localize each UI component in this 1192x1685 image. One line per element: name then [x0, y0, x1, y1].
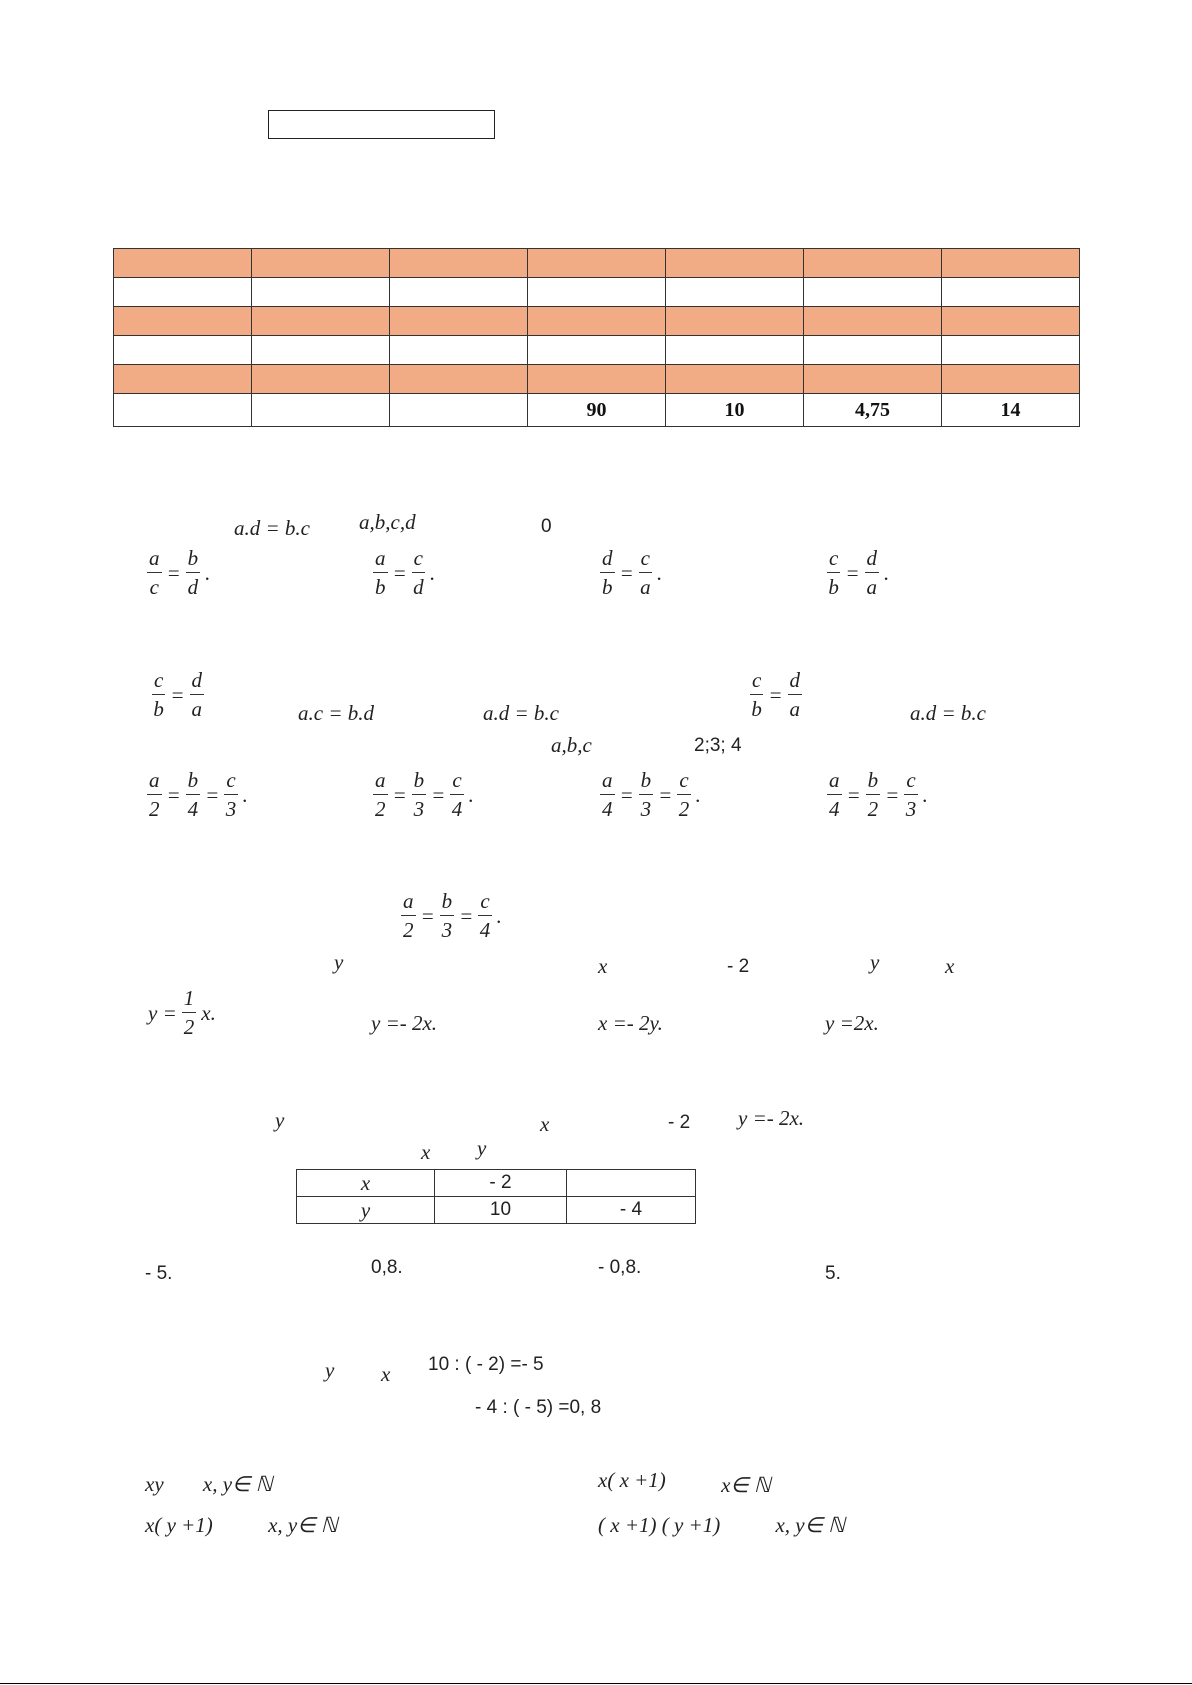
table-cell — [942, 278, 1080, 307]
q4-coefficient: - 2 — [668, 1112, 691, 1133]
frac-den: b — [828, 575, 839, 599]
frac-den: 2 — [375, 797, 386, 821]
frac-den: 4 — [829, 797, 840, 821]
q3-var-y-2: y — [870, 950, 880, 974]
frac-den: 2 — [183, 1015, 195, 1039]
table-cell — [528, 278, 666, 307]
q1-solution-eq3: a.d = b.c — [910, 701, 986, 725]
page-bottom-border — [0, 1683, 1192, 1684]
score-table — [113, 248, 1080, 427]
q1-option-a[interactable]: $\frac{a}{c}$ = $\frac{b}{d}$ . — [149, 546, 211, 599]
frac-den: 2 — [678, 797, 690, 821]
q5-option-c[interactable] — [145, 1513, 338, 1538]
q2-stem-vars: a,b,c — [551, 733, 592, 757]
table-cell: y — [297, 1197, 435, 1224]
table-cell — [114, 249, 252, 278]
table-row — [114, 307, 1080, 336]
q5-option-a[interactable] — [145, 1472, 272, 1497]
q3-var-y: y — [334, 950, 344, 974]
xy-table — [296, 1169, 696, 1224]
frac-num: 1 — [182, 988, 197, 1013]
table-cell — [942, 249, 1080, 278]
q1-stem-zero: 0 — [541, 516, 552, 537]
frac-den: 2 — [867, 797, 879, 821]
table-cell — [252, 394, 390, 427]
frac-num: c — [412, 548, 425, 573]
q3-option-b[interactable]: y =- 2x. — [371, 1011, 438, 1035]
frac-den: 4 — [451, 797, 463, 821]
frac-num: a — [373, 548, 388, 573]
q4-var-x-2: x — [421, 1140, 431, 1164]
q2-answer: $\frac{a}{2}$ = $\frac{b}{3}$ = $\frac{c}{4}$ . — [403, 889, 502, 942]
frac-den: 3 — [413, 797, 425, 821]
table-cell — [390, 336, 528, 365]
q4-option-b[interactable]: 0,8. — [371, 1257, 403, 1278]
answer-box[interactable] — [268, 110, 495, 139]
frac-den: 2 — [403, 918, 414, 942]
frac-den: 4 — [479, 918, 491, 942]
frac-den: b — [153, 697, 164, 721]
frac-num: c — [152, 670, 165, 695]
table-row — [114, 249, 1080, 278]
q5-option-b-condition: x∈ ℕ — [721, 1473, 771, 1497]
q1-stem-equation: a.d = b.c — [234, 516, 310, 540]
score-cell: 10 — [666, 394, 804, 427]
table-row — [114, 394, 1080, 427]
q4-solution-calc-1: 10 : ( - 2) =- 5 — [428, 1354, 544, 1375]
frac-den: d — [187, 575, 199, 599]
q1-option-b[interactable]: $\frac{a}{b}$ = $\frac{c}{d}$ . — [375, 546, 436, 599]
table-cell — [114, 394, 252, 427]
q2-option-d[interactable]: $\frac{a}{4}$ = $\frac{b}{2}$ = $\frac{c}{3}$ . — [829, 768, 928, 821]
frac-den: 3 — [640, 797, 652, 821]
q2-option-b[interactable]: $\frac{a}{2}$ = $\frac{b}{3}$ = $\frac{c}{4}$ . — [375, 768, 474, 821]
frac-den: b — [375, 575, 386, 599]
q1-stem-vars: a,b,c,d — [359, 510, 416, 534]
q4-option-d[interactable]: 5. — [825, 1263, 841, 1284]
table-cell: - 2 — [435, 1170, 567, 1197]
table-cell — [114, 307, 252, 336]
q1-solution-eq2: a.d = b.c — [483, 701, 559, 725]
q5-option-d-condition: x, y∈ ℕ — [775, 1513, 845, 1537]
q5-option-d[interactable] — [598, 1513, 845, 1538]
table-cell — [252, 278, 390, 307]
table-cell — [114, 336, 252, 365]
table-cell — [252, 249, 390, 278]
q4-var-y: y — [275, 1108, 285, 1132]
table-cell — [528, 307, 666, 336]
q5-option-a-expr: xy — [145, 1472, 164, 1496]
frac-den: 3 — [225, 797, 237, 821]
table-row — [114, 365, 1080, 394]
table-cell — [567, 1170, 696, 1197]
q3-option-a[interactable] — [145, 988, 219, 1038]
frac-num: d — [788, 670, 803, 695]
q5-option-c-condition: x, y∈ ℕ — [268, 1513, 338, 1537]
q2-option-a[interactable]: $\frac{a}{2}$ = $\frac{b}{4}$ = $\frac{c}{3}$ . — [149, 768, 248, 821]
table-cell: - 4 — [567, 1197, 696, 1224]
q1-solution-eq1: a.c = b.d — [298, 701, 374, 725]
q3-option-a-rhs: x. — [201, 1000, 216, 1025]
frac-num: d — [190, 670, 205, 695]
q4-solution-calc-2: - 4 : ( - 5) =0, 8 — [475, 1397, 602, 1418]
table-cell — [804, 278, 942, 307]
score-cell: 90 — [528, 394, 666, 427]
frac-num: c — [639, 548, 652, 573]
q1-solution-fraction-2: $\frac{c}{b}$ = $\frac{d}{a}$ — [751, 668, 800, 721]
table-cell — [528, 365, 666, 394]
q4-solution-var-x: x — [381, 1362, 391, 1386]
table-row — [114, 336, 1080, 365]
frac-den: a — [640, 575, 651, 599]
q3-var-x-2: x — [945, 954, 955, 978]
table-cell — [804, 336, 942, 365]
q1-option-c[interactable]: $\frac{d}{b}$ = $\frac{c}{a}$ . — [602, 546, 663, 599]
table-cell — [252, 336, 390, 365]
frac-den: a — [789, 697, 800, 721]
frac-den: 3 — [441, 918, 453, 942]
table-cell — [666, 249, 804, 278]
frac-den: a — [866, 575, 877, 599]
frac-den: d — [413, 575, 424, 599]
q5-option-c-expr: x( y +1) — [145, 1513, 213, 1537]
frac-num: d — [600, 548, 615, 573]
table-cell: 10 — [435, 1197, 567, 1224]
table-cell — [666, 307, 804, 336]
table-cell — [804, 249, 942, 278]
table-cell — [390, 365, 528, 394]
table-cell — [942, 365, 1080, 394]
table-cell — [528, 336, 666, 365]
table-cell — [114, 365, 252, 394]
frac-den: a — [191, 697, 202, 721]
q4-option-a[interactable]: - 5. — [145, 1263, 173, 1284]
q1-solution-fraction: $\frac{c}{b}$ = $\frac{d}{a}$ — [153, 668, 202, 721]
q4-solution-var-y: y — [325, 1358, 335, 1382]
frac-den: b — [602, 575, 613, 599]
q4-var-y-2: y — [477, 1136, 487, 1160]
frac-num: a — [147, 548, 162, 573]
table-cell — [390, 249, 528, 278]
frac-num: c — [750, 670, 763, 695]
q3-option-a-lhs: y = — [148, 1000, 177, 1025]
table-cell — [528, 249, 666, 278]
table-cell — [390, 307, 528, 336]
q4-var-x: x — [540, 1112, 550, 1136]
q4-option-c[interactable]: - 0,8. — [598, 1257, 642, 1278]
table-cell — [666, 365, 804, 394]
frac-den: 4 — [602, 797, 613, 821]
q2-stem-ratio: 2;3; 4 — [694, 735, 742, 756]
table-cell — [666, 336, 804, 365]
table-cell: x — [297, 1170, 435, 1197]
frac-num: b — [186, 548, 201, 573]
score-cell: 14 — [942, 394, 1080, 427]
q3-option-c[interactable]: x =- 2y. — [598, 1011, 663, 1035]
table-row — [297, 1197, 696, 1224]
q5-option-d-expr: ( x +1) ( y +1) — [598, 1513, 721, 1537]
table-cell — [942, 336, 1080, 365]
frac-den: b — [751, 697, 762, 721]
table-cell — [390, 394, 528, 427]
frac-den: 3 — [905, 797, 917, 821]
frac-num: c — [827, 548, 840, 573]
table-cell — [252, 307, 390, 336]
table-cell — [804, 307, 942, 336]
q5-option-a-condition: x, y∈ ℕ — [202, 1472, 273, 1496]
frac-num: d — [865, 548, 880, 573]
frac-den: c — [149, 575, 159, 599]
table-cell — [114, 278, 252, 307]
frac-den: 4 — [187, 797, 199, 821]
table-cell — [942, 307, 1080, 336]
table-cell — [252, 365, 390, 394]
table-row — [114, 278, 1080, 307]
q2-option-c[interactable]: $\frac{a}{4}$ = $\frac{b}{3}$ = $\frac{c}{2}$ . — [602, 768, 701, 821]
frac-den: 2 — [149, 797, 160, 821]
q3-var-x: x — [598, 954, 608, 978]
q3-coefficient: - 2 — [727, 956, 750, 977]
q5-option-b[interactable] — [598, 1468, 771, 1497]
q5-option-b-expr: x( x +1) — [598, 1468, 666, 1492]
table-cell — [804, 365, 942, 394]
table-row — [297, 1170, 696, 1197]
q3-option-d[interactable]: y =2x. — [825, 1011, 879, 1035]
table-cell — [390, 278, 528, 307]
q4-formula: y =- 2x. — [738, 1106, 805, 1130]
table-cell — [666, 278, 804, 307]
score-cell: 4,75 — [804, 394, 942, 427]
q1-option-d[interactable]: $\frac{c}{b}$ = $\frac{d}{a}$ . — [828, 546, 890, 599]
